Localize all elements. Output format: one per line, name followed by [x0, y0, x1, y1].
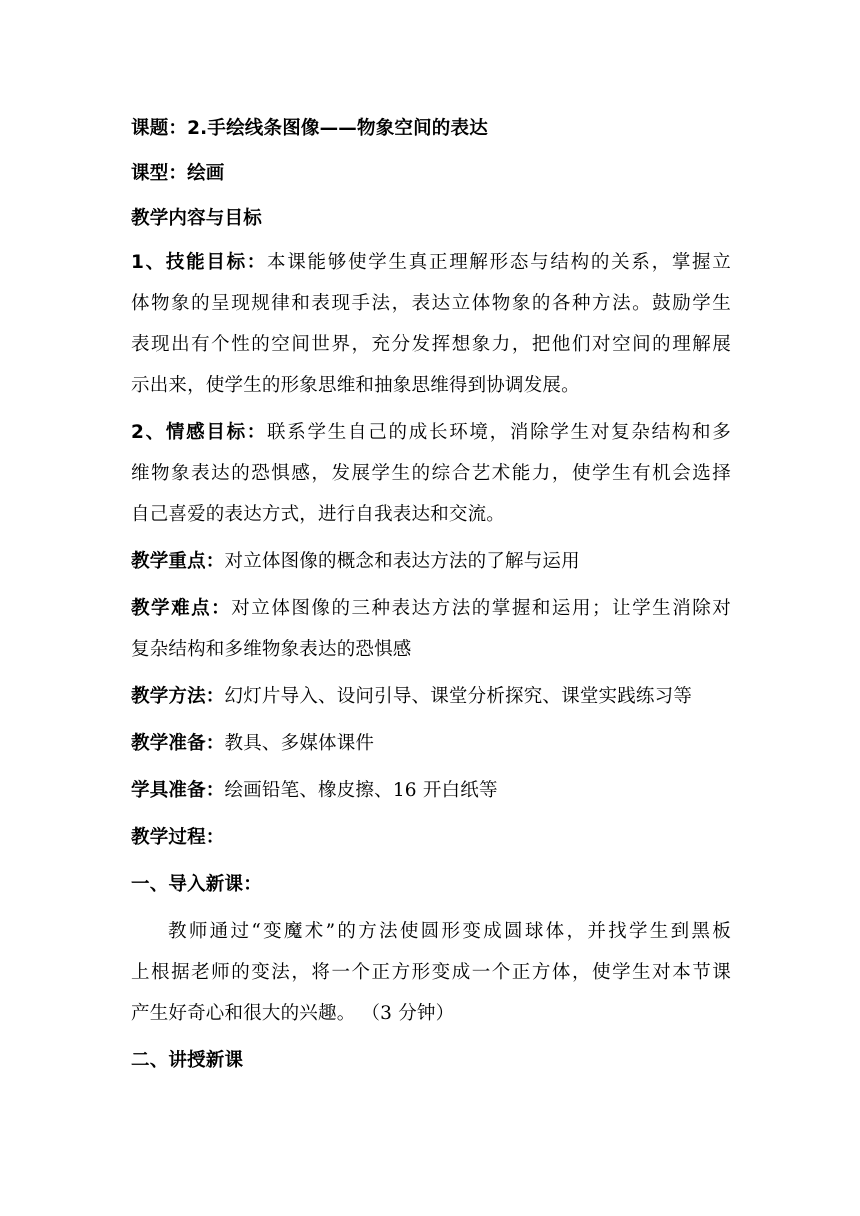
emotion-goal-text-1: 联系学生自己的成长环境，消除学生对复杂结构和多 — [267, 422, 731, 443]
section1-row-2: 上根据老师的变法，将一个正方形变成一个正方体，使学生对本节课 — [131, 962, 731, 983]
lesson-type — [131, 158, 731, 190]
skill-goal-paragraph — [131, 242, 731, 406]
emotion-goal-row-2: 维物象表达的恐惧感，发展学生的综合艺术能力，使学生有机会选择 — [131, 463, 731, 484]
emotion-goal-row-1 — [131, 412, 731, 453]
prep-row — [131, 723, 731, 764]
method-value: 幻灯片导入、设问引导、课堂分析探究、课堂实践练习等 — [224, 686, 693, 707]
key-point-label: 教学重点： — [131, 551, 225, 572]
process-heading-text: 教学过程： — [131, 827, 225, 848]
difficulty-row-2: 复杂结构和多维物象表达的恐惧感 — [131, 639, 412, 660]
difficulty-paragraph — [131, 588, 731, 670]
skill-goal-label: 1、技能目标： — [131, 252, 268, 273]
skill-goal-row-4: 示出来，使学生的形象思维和抽象思维得到协调发展。 — [131, 375, 580, 396]
student-prep-paragraph — [131, 770, 731, 811]
method-row — [131, 676, 731, 717]
lesson-title-label: 课题： — [131, 118, 188, 139]
method-label: 教学方法： — [131, 686, 225, 707]
lesson-type-value: 绘画 — [187, 163, 225, 184]
difficulty-label: 教学难点： — [131, 598, 232, 619]
content-heading-text: 教学内容与目标 — [131, 208, 262, 229]
section2-heading — [131, 1040, 731, 1081]
skill-goal-row-1 — [131, 242, 731, 283]
section1-paragraph — [131, 911, 731, 1034]
skill-goal-row-2: 体物象的呈现规律和表现手法，表达立体物象的各种方法。鼓励学生 — [131, 293, 731, 314]
student-prep-label: 学具准备： — [131, 780, 225, 801]
section1-row-3: 产生好奇心和很大的兴趣。 （3 分钟） — [131, 1003, 455, 1024]
section1-row-1: 教师通过“变魔术”的方法使圆形变成圆球体，并找学生到黑板 — [168, 921, 731, 942]
process-heading — [131, 817, 731, 858]
emotion-goal-label: 2、情感目标： — [131, 422, 268, 443]
prep-paragraph — [131, 723, 731, 764]
section2-heading-text: 二、讲授新课 — [131, 1050, 244, 1071]
key-point-paragraph — [131, 541, 731, 582]
prep-value: 教具、多媒体课件 — [224, 733, 375, 754]
method-paragraph — [131, 676, 731, 717]
student-prep-row — [131, 770, 731, 811]
difficulty-row-1 — [131, 588, 731, 629]
lesson-title-value: 2.手绘线条图像——物象空间的表达 — [187, 118, 488, 139]
skill-goal-text-1: 本课能够使学生真正理解形态与结构的关系，掌握立 — [267, 252, 731, 273]
section1-heading — [131, 864, 731, 905]
key-point-row — [131, 541, 731, 582]
emotion-goal-paragraph — [131, 412, 731, 535]
content-heading — [131, 203, 731, 235]
emotion-goal-row-3: 自己喜爱的表达方式，进行自我表达和交流。 — [131, 504, 506, 525]
prep-label: 教学准备： — [131, 733, 225, 754]
document-page — [131, 113, 731, 1087]
lesson-type-label: 课型： — [131, 163, 188, 184]
skill-goal-row-3: 表现出有个性的空间世界，充分发挥想象力，把他们对空间的理解展 — [131, 334, 731, 355]
student-prep-value: 绘画铅笔、橡皮擦、16 开白纸等 — [224, 780, 498, 801]
key-point-value: 对立体图像的概念和表达方法的了解与运用 — [224, 551, 580, 572]
section1-heading-text: 一、导入新课： — [131, 874, 262, 895]
difficulty-text-1: 对立体图像的三种表达方法的掌握和运用；让学生消除对 — [231, 598, 731, 619]
lesson-title — [131, 113, 731, 145]
